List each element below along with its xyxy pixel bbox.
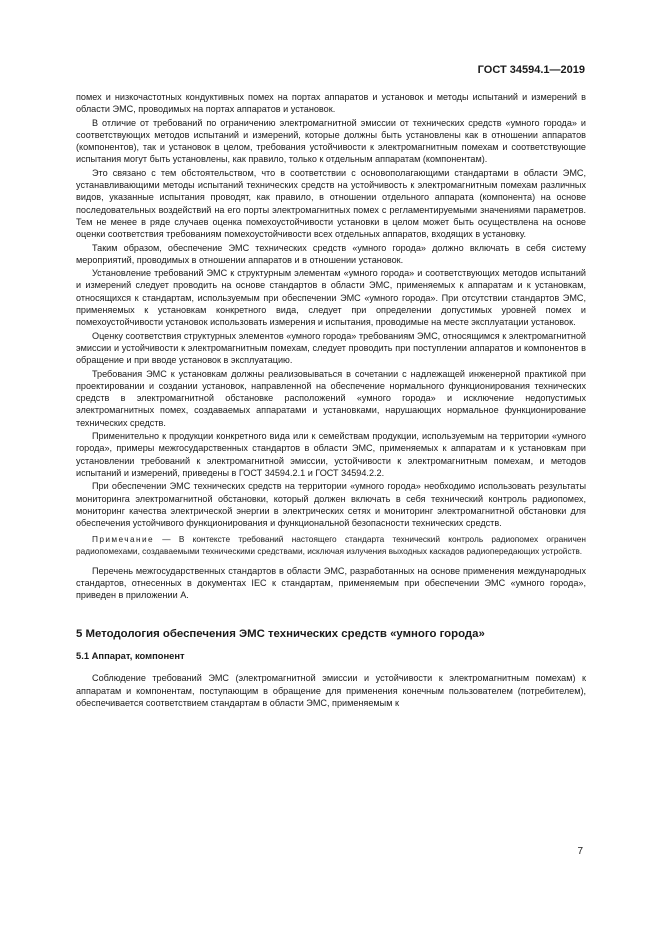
body-paragraph: При обеспечении ЭМС технических средств на территории «умного города» необходимо использовать результаты мониторинга электромагнитной обстановки, который должен включать в себя технический контроль радиопомех, мониторинг качества электрической энергии в электрических сетях и мониторинг электромагнитной обстановки для обеспечения устойчивого функционирования и функциональной безопасности технических средств. [76,481,586,529]
section-heading: 5 Методология обеспечения ЭМС технических средств «умного города» [76,627,485,640]
document-code-header: ГОСТ 34594.1—2019 [477,64,585,76]
body-paragraph: Это связано с тем обстоятельством, что в соответствии с основополагающими стандартами в области ЭМС, устанавливающими методы испытаний технических средств на устойчивость к электромагнитным помехам различных видов, указанные испытания проводят, как правило, в отношении отдельного аппарата (компонента) на основе последовательных воздействий на его порты электромагнитных помех с регламентируемыми значениями параметров. Тем не менее в ряде случаев оценка помехоустойчивости установки в целом может быть осуществлена на основе оценки соответствия требованиям помехоустойчивости всех отдельных аппаратов, входящих в установку. [76,167,586,240]
body-paragraph: помех и низкочастотных кондуктивных помех на портах аппаратов и установок и методы испытаний и измерений в области ЭМС, проводимых на портах аппаратов и установок. [76,92,586,115]
body-paragraph: Таким образом, обеспечение ЭМС технических средств «умного города» должно включать в себя систему мероприятий, проводимых в отношении аппаратов и в отношении установок. [76,242,586,265]
body-paragraph: Требования ЭМС к установкам должны реализовываться в сочетании с надлежащей инженерной практикой при проектировании и создании установок, направленной на обеспечение нормального функционирования технических средств в электромагнитной обстановке расположений «умного города» и исключение недопустимых электромагнитных помех, создаваемых аппаратами и установками, нарушающих нормальное функционирование технических средств. [76,368,586,428]
body-paragraph: Оценку соответствия структурных элементов «умного города» требованиям ЭМС, относящимся к электромагнитной эмиссии и устойчивости к электромагнитным помехам, следует проводить при поступлении аппаратов и компонентов в обращение и при вводе установок в эксплуатацию. [76,330,586,366]
body-paragraph: Перечень межгосударственных стандартов в области ЭМС, разработанных на основе применения международных стандартов, отнесенных в документах IEC к стандартам, применяемым при обеспечении ЭМС «умного города», приведен в приложении А. [76,565,586,601]
body-paragraph: Применительно к продукции конкретного вида или к семействам продукции, используемым на территории «умного города», примеры межгосударственных стандартов в области ЭМС, применяемых к аппаратам и к установкам при установлении требований к электромагнитной эмиссии, устойчивости к электромагнитным помехам, и методов испытаний и измерений, приведены в ГОСТ 34594.2.1 и ГОСТ 34594.2.2. [76,431,586,478]
note-label: Примечание [92,534,155,545]
body-paragraph: В отличие от требований по ограничению электромагнитной эмиссии от технических средств «умного города» и соответствующих методов испытаний и измерений, которые должны быть установлены как в отношении аппаратов (компонентов), так и установок в целом, требования устойчивости к электромагнитным помехам и соответствующие испытания могут быть установлены, как правило, только к отдельным аппаратам (компонентам). [76,117,586,165]
body-paragraph: Установление требований ЭМС к структурным элементам «умного города» и соответствующих методов испытаний и измерений следует проводить на основе стандартов в области ЭМС, применяемых к аппаратам и к установкам, относящихся к стандартам, используемым при обеспечении ЭМС «умного города». При отсутствии стандартов ЭМС, применяемых к установкам конкретного вида, следует при определении допустимых уровней помех и помехоустойчивости установок использовать измерения и испытания, проводимые на месте эксплуатации установок. [76,268,586,328]
note-text: — В контексте требований настоящего стандарта технический контроль радиопомех ограничен радиопомехами, создаваемыми техническими средствами, исключая излучения выходных каскадов радиопередающих устройств. [76,534,586,556]
body-paragraph: Соблюдение требований ЭМС (электромагнитной эмиссии и устойчивости к электромагнитным помехам) к аппаратам и компонентам, поступающим в обращение для применения конечным пользователем (потребителем), обеспечивается соответствием стандартам в области ЭМС, применяемым к [76,673,586,708]
note [76,534,586,556]
document-body [76,91,586,710]
page-number: 7 [577,846,583,857]
subsection-heading: 5.1 Аппарат, компонент [76,649,185,661]
